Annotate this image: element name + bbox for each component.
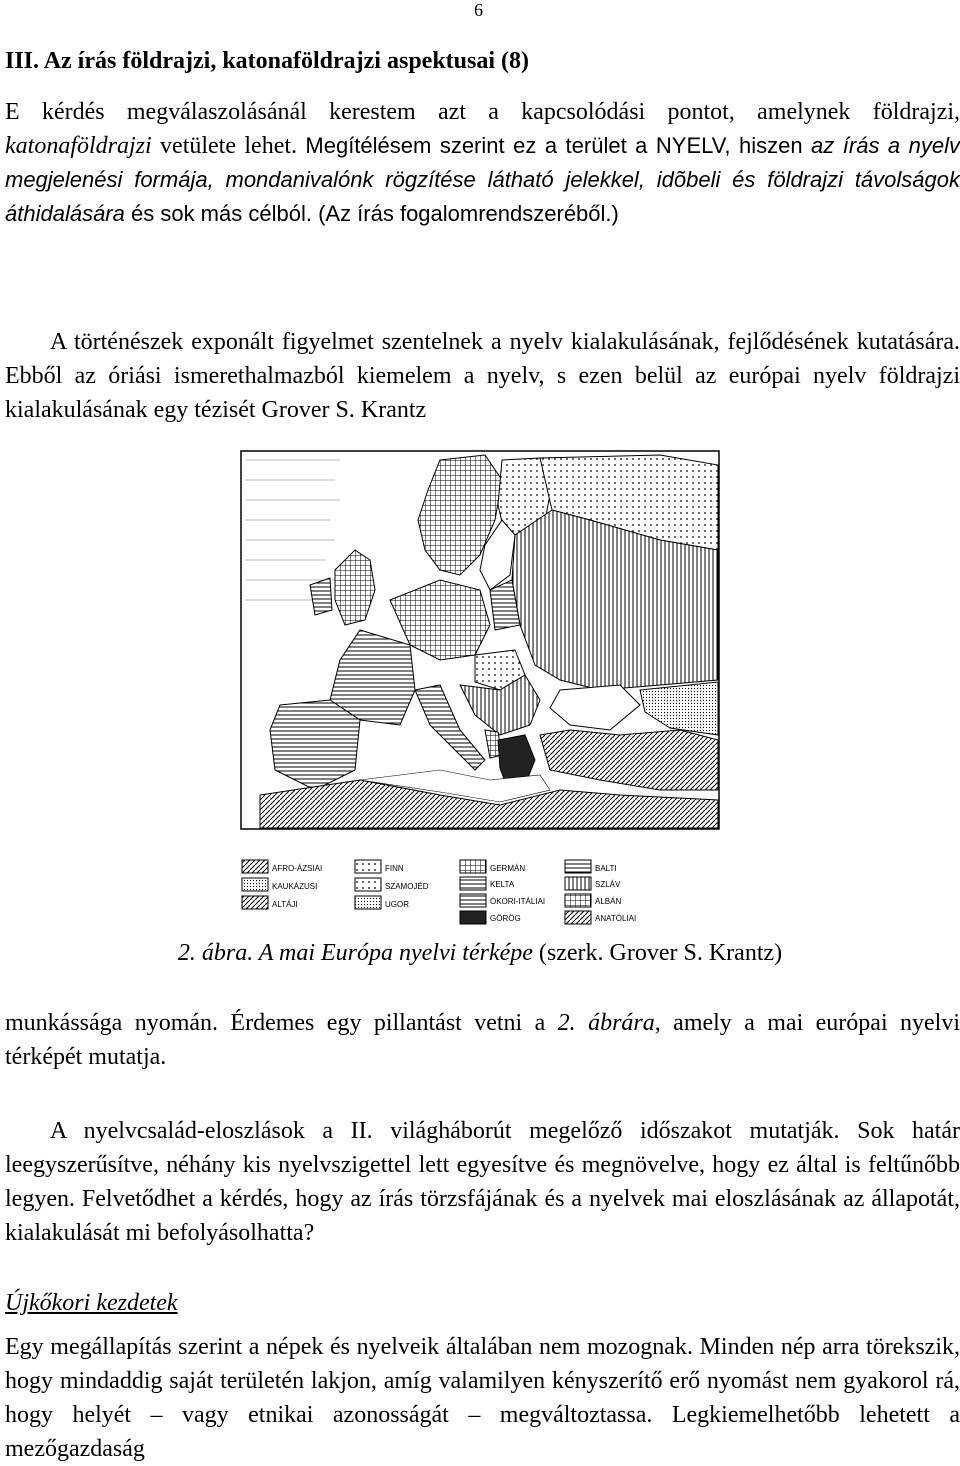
legend-label: ALTÁJI — [272, 900, 298, 909]
paragraph-3: munkássága nyomán. Érdemes egy pillantást vetni a 2. ábrára, amely a mai európai nyelvi térképét mutatja. — [5, 1010, 960, 1070]
legend-label: ANATÓLIAI — [595, 914, 637, 923]
section-heading: III. Az írás földrajzi, katonaföldrajzi aspektusai (8) — [5, 48, 529, 74]
legend-label: FINN — [385, 864, 404, 873]
legend-swatch — [565, 894, 591, 907]
legend-swatch — [565, 911, 591, 924]
legend-swatch — [242, 878, 268, 891]
legend-swatch — [355, 860, 381, 873]
legend-swatch — [355, 878, 381, 891]
paragraph-2: A történészek exponált figyelmet szentelnek a nyelv kialakulásának, fejlődésének kutatására. Ebből az óriási ismerethalmazból kiemelem a nyelv, s ezen belül az európai nyelv földrajzi kialakulásának egy tézisét Grover S. Krantz — [5, 329, 960, 423]
legend-label: UGOR — [385, 900, 409, 909]
legend-label: ÓKORI-ITÁLIAI — [490, 897, 546, 906]
legend-label: GERMÁN — [490, 864, 526, 873]
legend-label: BALTI — [595, 864, 617, 873]
legend-label: KAUKÁZUSI — [272, 882, 318, 891]
paragraph-4: A nyelvcsalád-eloszlások a II. világháborút megelőző időszakot mutatják. Sok határ leegyszerűsítve, néhány kis nyelvszigettel lett egyesítve és megnövelve, hogy ez által is feltűnőbb legyen. Felvetődhet a kérdés, hogy az írás törzsfájának és a nyelvek mai eloszlásának az állapotát, kialakulását mi befolyásolhatta? — [5, 1118, 960, 1246]
legend-swatch — [565, 860, 591, 873]
legend-swatch — [355, 896, 381, 909]
legend-swatch — [460, 877, 486, 890]
legend-swatch — [242, 860, 268, 873]
map-legend — [240, 855, 720, 930]
figure-caption: 2. ábra. A mai Európa nyelvi térképe (szerk. Grover S. Krantz) — [177, 940, 783, 966]
page-number: 6 — [474, 0, 483, 20]
legend-swatch — [460, 860, 486, 873]
legend-label: ALBÁN — [595, 897, 622, 906]
legend-swatch — [565, 877, 591, 890]
legend-label: KELTA — [490, 880, 515, 889]
legend-swatch — [242, 896, 268, 909]
subheading: Újkőkori kezdetek — [5, 1290, 178, 1316]
legend-swatch — [460, 911, 486, 924]
paragraph-5: Egy megállapítás szerint a népek és nyelveik általában nem mozognak. Minden nép arra törekszik, hogy mindaddig saját területén lakjon, amíg valamilyen kényszerítő erő nyomást nem gyakorol rá, hogy helyét – vagy etnikai azonosságát – megváltoztassa. Legkiemelhetőbb lehetett a mezőgazdaság — [5, 1334, 960, 1462]
legend-label: GÖRÖG — [490, 914, 521, 923]
paragraph-1: E kérdés megválaszolásánál kerestem azt a kapcsolódási pontot, amelynek földrajzi, katonaföldrajzi vetülete lehet. Megítélésem szerint ez a terület a NYELV, hiszen az írás a nyelv megjelenési formája, mondanivalónk rögzítése látható jelekkel, idõbeli és földrajzi távolságok áthidalására és sok más célból. (Az írás fogalomrendszeréből.) — [5, 99, 960, 226]
legend-swatch — [460, 894, 486, 907]
legend-label: AFRO-ÁZSIAI — [272, 864, 323, 873]
legend-label: SZAMOJÉD — [385, 882, 429, 891]
europe-language-map — [240, 450, 720, 830]
legend-label: SZLÁV — [595, 880, 621, 889]
